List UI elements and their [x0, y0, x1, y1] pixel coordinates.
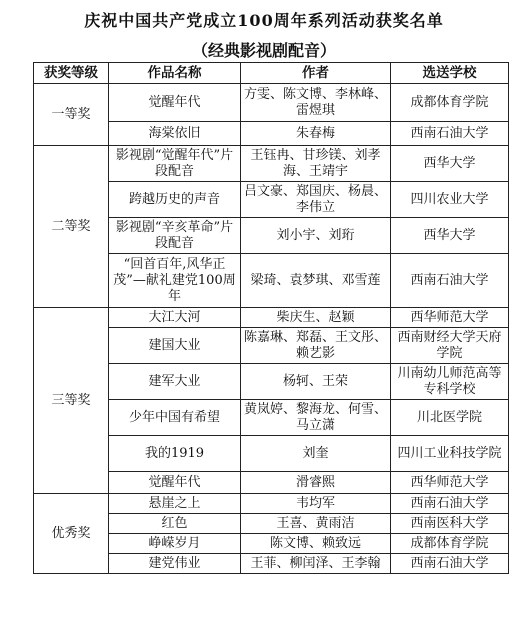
work-cell: 建国大业: [109, 328, 241, 364]
school-cell: 四川农业大学: [391, 182, 509, 218]
work-cell: 建党伟业: [109, 554, 241, 574]
table-row: [34, 84, 509, 122]
table-row: [34, 308, 509, 328]
author-cell: 陈嘉琳、郑磊、王文彤、赖艺影: [241, 328, 391, 364]
school-cell: 西华师范大学: [391, 472, 509, 494]
school-cell: 成都体育学院: [391, 84, 509, 122]
author-cell: 柴庆生、赵颖: [241, 308, 391, 328]
author-cell: 刘奎: [241, 436, 391, 472]
author-cell: 滑睿熙: [241, 472, 391, 494]
work-cell: 大江大河: [109, 308, 241, 328]
work-cell: 建军大业: [109, 364, 241, 400]
header-author: 作者: [241, 63, 391, 84]
work-cell: 少年中国有希望: [109, 400, 241, 436]
author-cell: 方雯、陈文博、李林峰、雷煜琪: [241, 84, 391, 122]
school-cell: 西南石油大学: [391, 494, 509, 514]
school-cell: 四川工业科技学院: [391, 436, 509, 472]
work-cell: 觉醒年代: [109, 84, 241, 122]
page-title: 庆祝中国共产党成立100周年系列活动获奖名单: [84, 11, 444, 30]
header-level: 获奖等级: [34, 63, 109, 84]
award-table: [33, 62, 509, 574]
level-cell: 二等奖: [34, 146, 109, 308]
school-cell: 川北医学院: [391, 400, 509, 436]
header-work: 作品名称: [109, 63, 241, 84]
table-row: [34, 494, 509, 514]
author-cell: 杨轲、王荣: [241, 364, 391, 400]
school-cell: 西南石油大学: [391, 254, 509, 308]
school-cell: 西华师范大学: [391, 308, 509, 328]
author-cell: 陈文博、赖致远: [241, 534, 391, 554]
header-row: [34, 63, 509, 84]
work-cell: 跨越历史的声音: [109, 182, 241, 218]
work-cell: 海棠依旧: [109, 122, 241, 146]
school-cell: 成都体育学院: [391, 534, 509, 554]
author-cell: 朱春梅: [241, 122, 391, 146]
school-cell: 西南医科大学: [391, 514, 509, 534]
work-cell: 影视剧“觉醒年代”片段配音: [109, 146, 241, 182]
table-row: [34, 146, 509, 182]
school-cell: 西华大学: [391, 218, 509, 254]
work-cell: 觉醒年代: [109, 472, 241, 494]
work-cell: “回首百年,风华正茂”—献礼建党100周年: [109, 254, 241, 308]
school-cell: 川南幼儿师范高等专科学校: [391, 364, 509, 400]
header-school: 选送学校: [391, 63, 509, 84]
work-cell: 红色: [109, 514, 241, 534]
author-cell: 黄岚婷、黎海龙、何雪、马立潇: [241, 400, 391, 436]
level-cell: 三等奖: [34, 308, 109, 494]
author-cell: 王菲、柳闰泽、王李翰: [241, 554, 391, 574]
author-cell: 吕文豪、郑国庆、杨晨、李伟立: [241, 182, 391, 218]
work-cell: 悬崖之上: [109, 494, 241, 514]
page-subtitle: （经典影视剧配音）: [191, 41, 336, 60]
level-cell: 一等奖: [34, 84, 109, 146]
school-cell: 西南石油大学: [391, 122, 509, 146]
school-cell: 西南财经大学天府学院: [391, 328, 509, 364]
author-cell: 刘小宇、刘珩: [241, 218, 391, 254]
work-cell: 我的1919: [109, 436, 241, 472]
author-cell: 韦均军: [241, 494, 391, 514]
school-cell: 西南石油大学: [391, 554, 509, 574]
work-cell: 影视剧“辛亥革命”片段配音: [109, 218, 241, 254]
author-cell: 王喜、黄雨洁: [241, 514, 391, 534]
author-cell: 梁琦、袁梦琪、邓雪莲: [241, 254, 391, 308]
school-cell: 西华大学: [391, 146, 509, 182]
level-cell: 优秀奖: [34, 494, 109, 574]
author-cell: 王钰冉、甘珍镁、刘孝海、王靖宇: [241, 146, 391, 182]
work-cell: 峥嵘岁月: [109, 534, 241, 554]
